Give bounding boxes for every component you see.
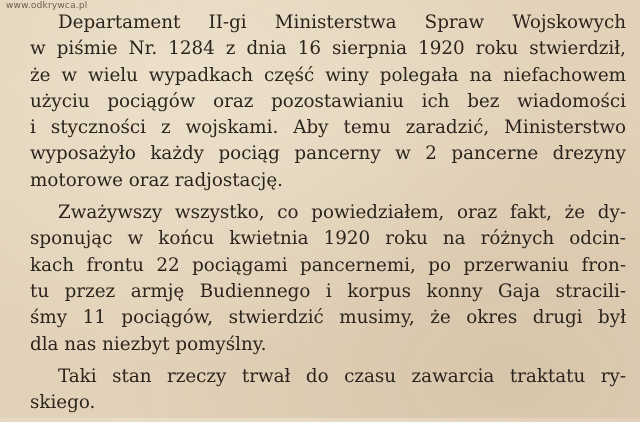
text-line: dla nas niezbyt pomyślny. bbox=[30, 333, 267, 355]
text-line: tu przez armję Budiennego i korpus konny Gaja stracili- bbox=[30, 280, 626, 302]
text-line: skiego. bbox=[30, 392, 96, 414]
text-line: sponując w końcu kwietnia 1920 roku na różnych odcin- bbox=[30, 228, 626, 250]
text-line: śmy 11 pociągów, stwierdzić musimy, że okres drugi był bbox=[30, 307, 626, 329]
watermark: www.odkrywca.pl bbox=[6, 1, 88, 11]
text-line: i styczności z wojskami. Aby temu zaradzić, Ministerstwo bbox=[30, 117, 626, 139]
text-line: Zważywszy wszystko, co powiedziałem, oraz fakt, że dy- bbox=[58, 202, 626, 224]
paragraph-3 bbox=[30, 364, 626, 417]
text-line: w piśmie Nr. 1284 z dnia 16 sierpnia 1920 roku stwierdził, bbox=[30, 38, 626, 60]
text-line: motorowe oraz radjostację. bbox=[30, 169, 283, 191]
text-line: Taki stan rzeczy trwał do czasu zawarcia traktatu ry- bbox=[58, 365, 626, 387]
text-line: Departament II-gi Ministerstwa Spraw Wojskowych bbox=[58, 12, 626, 33]
text-line: że w wielu wypadkach część winy polegała na niefachowem bbox=[30, 64, 626, 86]
document-page bbox=[30, 10, 626, 422]
text-line: użyciu pociągów oraz pozostawianiu ich bez wiadomości bbox=[30, 90, 626, 112]
text-line: wyposażyło każdy pociąg pancerny w 2 pancerne drezyny bbox=[30, 143, 626, 165]
paragraph-2 bbox=[30, 200, 626, 358]
text-line: kach frontu 22 pociągami pancernemi, po przerwaniu fron- bbox=[30, 254, 626, 276]
paragraph-1 bbox=[30, 10, 626, 194]
